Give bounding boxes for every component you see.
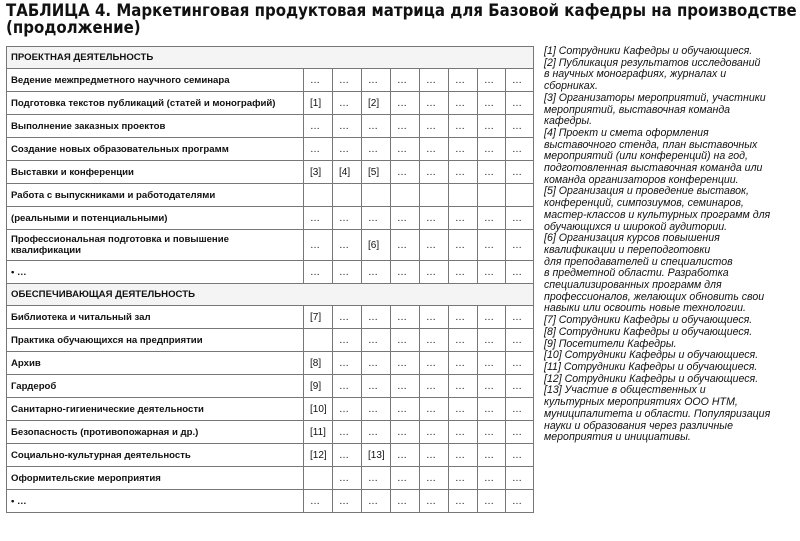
matrix-cell: [10] [304,398,333,421]
row-label [7,138,304,161]
row-label-text: Архив [11,357,41,369]
table-row [7,161,534,184]
matrix-cell: … [506,352,534,375]
matrix-cell: … [420,467,449,490]
matrix-cell: … [362,207,391,230]
matrix-cell: … [333,490,362,513]
matrix-cell: … [420,261,449,284]
footnote-line: [10] Сотрудники Кафедры и обучающиеся. [544,349,759,362]
matrix-cell: … [362,490,391,513]
matrix-cell: … [362,138,391,161]
row-label-text: ПРОЕКТНАЯ ДЕЯТЕЛЬНОСТЬ [11,52,154,63]
matrix-cell: [12] [304,444,333,467]
matrix-cell: … [304,69,333,92]
matrix-cell: … [506,92,534,115]
row-label-text: Создание новых образовательных программ [11,143,229,155]
footnote-line: [6] Организация курсов повышения [544,232,720,245]
row-label [7,230,304,261]
matrix-cell [304,184,333,207]
matrix-cell: [13] [362,444,391,467]
matrix-cell: … [304,115,333,138]
row-label [7,306,304,329]
row-label [7,352,304,375]
matrix-cell: … [420,230,449,261]
matrix-cell: … [478,69,506,92]
table-row [7,138,534,161]
footnote-line: [7] Сотрудники Кафедры и обучающиеся. [544,314,753,327]
matrix-cell: … [478,138,506,161]
matrix-cell: … [449,161,478,184]
matrix-cell [478,184,506,207]
matrix-cell: … [391,490,420,513]
footnotes [544,46,796,444]
table-row [7,444,534,467]
matrix-cell: … [391,92,420,115]
row-label-text: Безопасность (противопожарная и др.) [11,426,199,438]
matrix-cell [333,184,362,207]
row-label [7,261,304,284]
table-row [7,261,534,284]
matrix-cell: … [391,421,420,444]
footnote-line: муниципалитета и области. Популяризация [544,407,771,420]
footnote-line: [1] Сотрудники Кафедры и обучающиеся. [544,45,753,57]
table-row [7,329,534,352]
page-title [6,1,797,38]
matrix-cell: … [449,421,478,444]
matrix-cell: … [449,261,478,284]
matrix-cell: … [362,467,391,490]
row-label-text: Гардероб [11,380,57,392]
matrix-cell: … [333,444,362,467]
matrix-cell: … [449,375,478,398]
matrix-cell: … [478,444,506,467]
matrix-cell: … [420,115,449,138]
matrix-cell: … [333,138,362,161]
matrix-cell: … [420,92,449,115]
row-label [7,467,304,490]
section-row [7,284,534,306]
matrix-cell: … [478,306,506,329]
matrix-cell: … [506,444,534,467]
matrix-cell: … [391,69,420,92]
matrix-cell: … [449,444,478,467]
matrix-cell: … [478,467,506,490]
footnote-line: в предметной области. Разработка [544,267,729,280]
matrix-cell: … [420,421,449,444]
footnote-line: кафедры. [544,115,593,128]
matrix-cell: … [391,115,420,138]
footnote-line: [11] Сотрудники Кафедры и обучающиеся. [544,360,758,373]
matrix-cell: [7] [304,306,333,329]
footnote-line: выставочного стенда, план выставочных [544,138,758,151]
matrix-cell: … [362,261,391,284]
matrix-cell: … [449,138,478,161]
matrix-cell: … [478,329,506,352]
matrix-cell: [3] [304,161,333,184]
footnote-line: команда организаторов конференции. [544,173,739,186]
footnote-line: для преподавателей и специалистов [544,255,733,268]
table-row [7,490,534,513]
footnote-line: в научных монографиях, журналах и [544,68,727,81]
title-line-1: ТАБЛИЦА 4. Маркетинговая продуктовая матрица для Базовой кафедры на производстве [6,1,797,21]
footnote-line: навыки или освоить новые технологии. [544,302,746,315]
matrix-cell: … [333,375,362,398]
matrix-cell: … [304,230,333,261]
row-label-text: ОБЕСПЕЧИВАЮЩАЯ ДЕЯТЕЛЬНОСТЬ [11,289,196,300]
row-label [7,69,304,92]
row-label [7,398,304,421]
row-label-text: • … [11,495,27,507]
matrix-cell: [5] [362,161,391,184]
matrix-cell: … [420,375,449,398]
matrix-cell: … [362,375,391,398]
footnote-line: обучающихся и широкой аудитории. [544,220,728,233]
matrix-cell: … [333,467,362,490]
footnote-line: [2] Публикация результатов исследований [544,56,761,69]
table-row [7,69,534,92]
matrix-cell [420,184,449,207]
footnote-line: сборниках. [544,80,598,93]
row-label-text: Библиотека и читальный зал [11,311,151,323]
matrix-cell: … [333,329,362,352]
matrix-cell: … [506,138,534,161]
matrix-cell: … [478,490,506,513]
matrix-cell: … [506,329,534,352]
matrix-cell: … [362,329,391,352]
footnote-line: профессионалов, желающих обновить свои [544,290,765,303]
row-label-text: • … [11,266,27,278]
footnote-line: культурных мероприятиях ООО НТМ, [544,396,738,409]
matrix-cell [391,184,420,207]
matrix-cell: … [333,69,362,92]
matrix-cell: … [304,490,333,513]
matrix-cell: … [478,261,506,284]
footnote-line: [5] Организация и проведение выставок, [544,185,749,198]
matrix-cell [362,184,391,207]
matrix-cell: … [449,352,478,375]
row-label [7,329,304,352]
matrix-cell: … [420,306,449,329]
matrix-cell: … [449,115,478,138]
row-label [7,375,304,398]
matrix-cell: … [304,207,333,230]
matrix-cell: … [478,398,506,421]
section-title [7,47,534,69]
row-label-text: Подготовка текстов публикаций (статей и монографий) [11,97,276,109]
matrix-cell: … [391,329,420,352]
matrix-cell: … [506,230,534,261]
matrix-cell: … [506,306,534,329]
matrix-cell: … [420,444,449,467]
footnote-line: [3] Организаторы мероприятий, участники [544,91,766,104]
matrix-cell: … [449,467,478,490]
matrix-cell: … [333,421,362,444]
matrix-cell: [11] [304,421,333,444]
matrix-cell: … [506,207,534,230]
matrix-cell: … [449,490,478,513]
matrix-cell: … [506,490,534,513]
row-label [7,490,304,513]
row-label [7,207,304,230]
matrix-cell: … [506,421,534,444]
matrix-cell: … [391,306,420,329]
matrix-cell: … [362,352,391,375]
row-label [7,115,304,138]
row-label-text: Работа с выпускниками и работодателями [11,189,216,201]
matrix-cell: [9] [304,375,333,398]
footnote-line: мастер-классов и культурных программ для [544,208,771,221]
table-row [7,184,534,207]
table-row [7,306,534,329]
matrix-cell: … [333,398,362,421]
matrix-cell: [8] [304,352,333,375]
matrix-cell: … [478,92,506,115]
matrix-cell: … [391,375,420,398]
matrix-cell: … [391,138,420,161]
row-label-text: Социально-культурная деятельность [11,449,191,461]
row-label-text: Санитарно-гигиенические деятельности [11,403,204,415]
footnote-line: науки и образования через различные [544,419,733,432]
matrix-cell: … [506,261,534,284]
matrix-cell: … [449,230,478,261]
matrix-cell: … [391,207,420,230]
matrix-cell: … [333,115,362,138]
matrix-cell: … [449,92,478,115]
matrix-cell: … [506,375,534,398]
row-label [7,444,304,467]
matrix-cell: … [478,115,506,138]
row-label-text: (реальными и потенциальными) [11,212,168,224]
row-label-text: Ведение межпредметного научного семинара [11,74,230,86]
footnote-line: [8] Сотрудники Кафедры и обучающиеся. [544,325,753,338]
matrix-cell: … [333,207,362,230]
footnote-line: мероприятий, выставочная команда [544,103,731,116]
matrix-cell: … [478,207,506,230]
matrix-cell: … [420,352,449,375]
footnote-line: [9] Посетители Кафедры. [544,337,677,350]
matrix-cell: … [362,398,391,421]
matrix-cell: … [391,352,420,375]
table-row [7,230,534,261]
row-label [7,184,304,207]
matrix-cell: [6] [362,230,391,261]
matrix-cell: … [506,115,534,138]
table-row [7,115,534,138]
matrix-cell: … [420,69,449,92]
section-title [7,284,534,306]
table-row [7,352,534,375]
matrix-cell: … [391,444,420,467]
matrix-cell: … [333,261,362,284]
matrix-cell: … [506,398,534,421]
matrix-cell: [1] [304,92,333,115]
footnote-line: [12] Сотрудники Кафедры и обучающиеся. [544,372,759,385]
footnote-line: подготовленная выставочная команда или [544,162,763,175]
matrix-cell: … [391,467,420,490]
footnote-line: мероприятия и инициативы. [544,431,691,444]
matrix-cell: … [478,352,506,375]
matrix-cell: … [362,69,391,92]
row-label-text: Практика обучающихся на предприятии [11,334,203,346]
matrix-cell: … [333,306,362,329]
matrix-cell: … [449,329,478,352]
matrix-cell: … [420,138,449,161]
table-row [7,207,534,230]
row-label-text: Выполнение заказных проектов [11,120,166,132]
matrix-cell: … [478,421,506,444]
matrix-cell [506,184,534,207]
matrix-cell: … [449,398,478,421]
matrix-cell: … [420,207,449,230]
matrix-cell: [4] [333,161,362,184]
footnote-line: конференций, симпозиумов, семинаров, [544,197,744,210]
matrix-cell: … [304,261,333,284]
matrix-cell [304,467,333,490]
matrix-cell: … [420,161,449,184]
footnote-line: [4] Проект и смета оформления [544,126,709,139]
matrix-cell: [2] [362,92,391,115]
row-label [7,421,304,444]
table-row [7,467,534,490]
footnote-line: квалификации и переподготовки [544,243,711,256]
table-row [7,375,534,398]
matrix-cell: … [333,230,362,261]
matrix-cell: … [478,161,506,184]
footnote-line: специализированных программ для [544,279,722,292]
row-label-text: Выставки и конференции [11,166,134,178]
matrix-cell: … [362,306,391,329]
matrix-cell: … [449,207,478,230]
table-row [7,398,534,421]
matrix-cell [304,329,333,352]
matrix-cell: … [506,467,534,490]
matrix-cell: … [391,161,420,184]
matrix-cell [449,184,478,207]
matrix-cell: … [362,115,391,138]
product-matrix-table [6,46,534,513]
matrix-cell: … [420,490,449,513]
section-row [7,47,534,69]
table-row [7,421,534,444]
matrix-cell: … [506,69,534,92]
table-row [7,92,534,115]
matrix-cell: … [449,69,478,92]
footnote-line: [13] Участие в общественных и [544,384,706,397]
matrix-cell: … [506,161,534,184]
row-label-text: Оформительские мероприятия [11,472,161,484]
row-label [7,161,304,184]
footnote-line: мероприятий (или конференций) на год, [544,150,748,163]
matrix-cell: … [333,352,362,375]
matrix-cell: … [333,92,362,115]
title-line-2: (продолжение) [6,18,141,38]
matrix-cell: … [420,398,449,421]
matrix-cell: … [478,375,506,398]
matrix-cell: … [362,421,391,444]
row-label [7,92,304,115]
matrix-cell: … [304,138,333,161]
matrix-cell: … [420,329,449,352]
matrix-cell: … [478,230,506,261]
matrix-cell: … [449,306,478,329]
matrix-cell: … [391,398,420,421]
matrix-cell: … [391,230,420,261]
matrix-cell: … [391,261,420,284]
row-label-text: Профессиональная подготовка и повышение квалификации [11,234,229,256]
